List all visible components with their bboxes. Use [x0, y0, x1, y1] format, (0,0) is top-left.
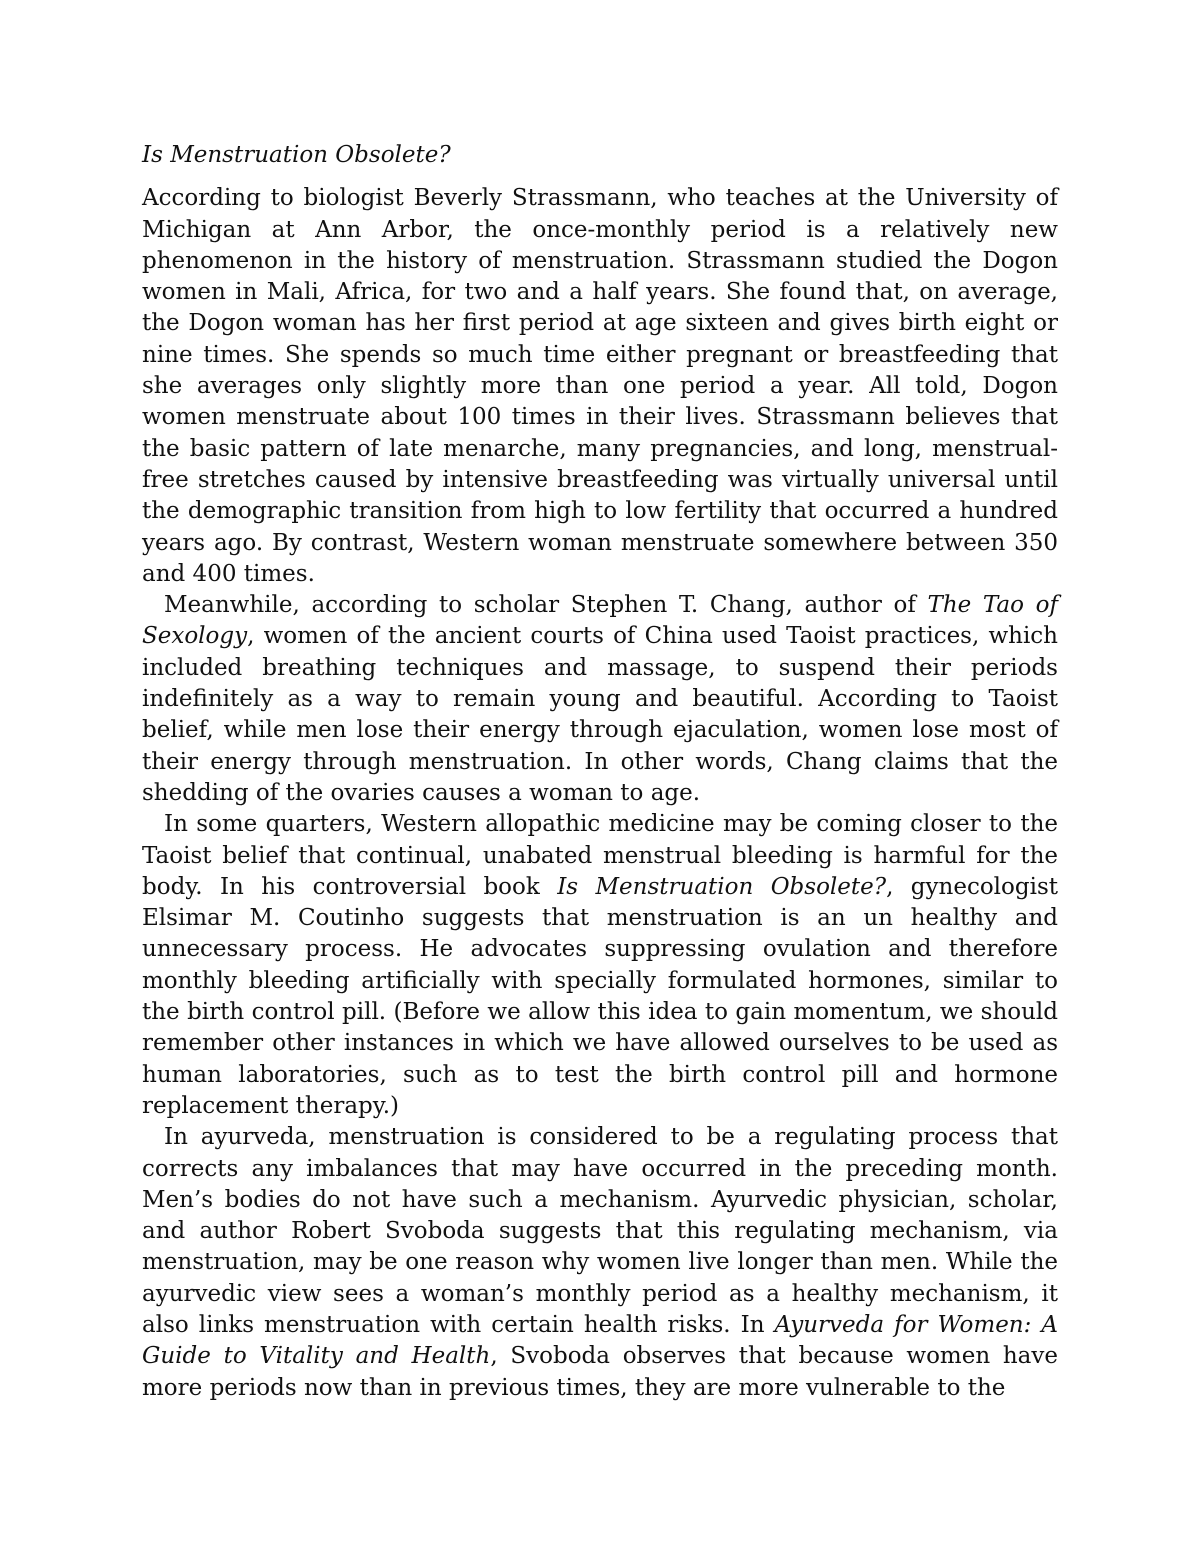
paragraph-1	[142, 183, 1058, 590]
paragraph-2-text-start: Meanwhile, according to scholar Stephen T. Chang, author of	[164, 592, 928, 619]
paragraph-4-text-start: In ayurveda, menstruation is considered to be a regulating process that corrects any imbalances that may have occurred in the preceding month. Men’s bodies do not have such a mechanism. Ayurvedic physician, scholar, and author Robert Svoboda suggests that this regulating mechanism, via menstruation, may be one reason why women live longer than men. While the ayurvedic view sees a woman’s monthly period as a healthy mechanism, it also links menstruation with certain health risks. In	[142, 1124, 1058, 1338]
paragraph-4	[142, 1122, 1058, 1404]
book-title-tao-of-sexology: The Tao of Sexology	[142, 592, 1058, 650]
book-title-ayurveda-for-women: Ayurveda for Women: A Guide to Vitality and Health	[142, 1311, 1058, 1370]
paragraph-4-text-end: , Svoboda observes that because women have more periods now than in previous times, they are more vulnerable to the	[142, 1343, 1059, 1401]
paragraph-3-text-start: In some quarters, Western allopathic medicine may be coming closer to the Taoist belief that continual, unabated menstrual bleeding is harmful for the body. In his controversial book	[142, 811, 1058, 900]
paragraph-3-text-end: , gynecologist Elsimar M. Coutinho suggests that menstruation is an un healthy and unnecessary process. He advocates suppressing ovulation and therefore monthly bleeding artificially with specially formulated hormones, similar to the birth control pill. (Before we allow this idea to gain momentum, we should remember other instances in which we have allowed ourselves to be used as human laboratories, such as to test the birth control pill and hormone replacement therapy.)	[142, 873, 1058, 1119]
paragraph-3	[142, 809, 1058, 1122]
section-title: Is Menstruation Obsolete?	[142, 142, 451, 168]
book-title-is-menstruation-obsolete: Is Menstruation Obsolete?	[557, 873, 887, 900]
paragraph-2-text-end: , women of the ancient courts of China used Taoist practices, which included breathing techniques and massage, to suspend their periods indefinitely as a way to remain young and beautiful. According to Taoist belief, while men lose their energy through ejaculation, women lose most of their energy through menstruation. In other words, Chang claims that the shedding of the ovaries causes a woman to age.	[142, 623, 1058, 806]
paragraph-1-text: According to biologist Beverly Strassmann, who teaches at the University of Michigan at Ann Arbor, the once-monthly period is a relatively new phenomenon in the history of menstruation. Strassmann studied the Dogon women in Mali, Africa, for two and a half years. She found that, on average, the Dogon woman has her first period at age sixteen and gives birth eight or nine times. She spends so much time either pregnant or breastfeeding that she averages only slightly more than one period a year. All told, Dogon women menstruate about 100 times in their lives. Strassmann believes that the basic pattern of late menarche, many pregnancies, and long, menstrual-free stretches caused by intensive breastfeeding was virtually universal until the demographic transition from high to low fertility that occurred a hundred years ago. By contrast, Western woman menstruate somewhere between 350 and 400 times.	[142, 185, 1058, 587]
paragraph-2	[142, 590, 1058, 809]
document-page	[142, 140, 1058, 1404]
